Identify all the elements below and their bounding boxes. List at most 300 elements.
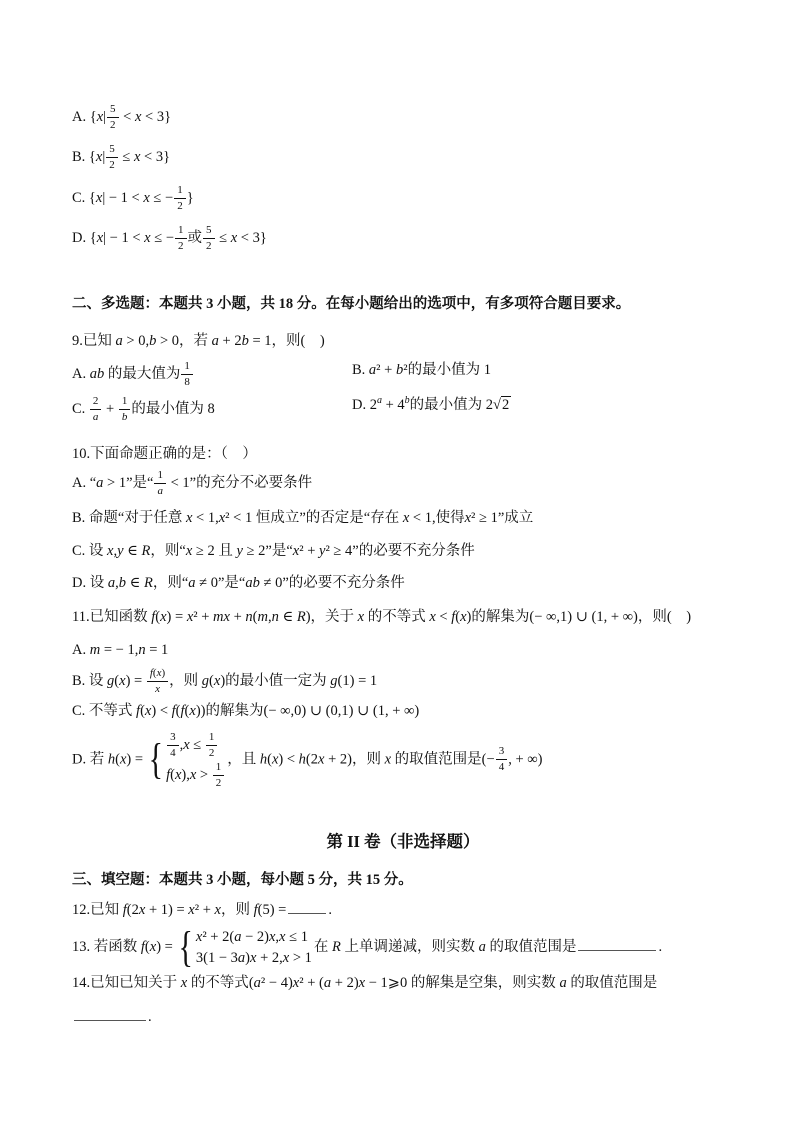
math-run: h(x) =: [107, 751, 144, 767]
math-variable: a: [188, 575, 196, 592]
math-variable: x: [96, 109, 104, 126]
math-variable: x: [133, 149, 141, 166]
math-variable: R: [141, 543, 151, 560]
text-run: D.: [352, 396, 370, 413]
text-run: 的解集为: [471, 608, 530, 625]
fraction: [107, 103, 119, 131]
math-run: +: [106, 400, 115, 417]
text-run: 的不等式: [364, 608, 430, 625]
fraction-numerator: f(x): [147, 667, 168, 682]
text-run: 或: [187, 230, 203, 247]
text-run: ”的必要不充分条件: [352, 543, 475, 560]
math-variable: f: [451, 608, 456, 625]
math-variable: R: [296, 608, 306, 625]
math-variable: n: [245, 608, 253, 625]
cases-row: [166, 731, 225, 759]
text-run: 的取值范围是: [485, 939, 577, 956]
math-variable: a: [234, 929, 242, 946]
q11-option-c: [72, 701, 734, 721]
text-run: A.: [72, 109, 90, 126]
math-variable: b: [404, 394, 410, 406]
math-variable: b: [252, 575, 260, 592]
math-run: 3(1 − 3a)x + 2,x > 1: [195, 949, 312, 966]
q14-answer-line: [72, 1006, 734, 1027]
fraction-numerator: 1: [213, 761, 225, 776]
text-run: 第 II 卷（非选择题）: [326, 831, 480, 851]
section-fill-in-header: [72, 870, 734, 890]
q9-options-row-1: [72, 360, 734, 388]
text-run: 上单调递减，则实数: [340, 939, 479, 956]
math-run: f(x) = x² + mx + n(m,n ∈ R): [151, 608, 311, 625]
text-run: ，则: [220, 901, 254, 918]
math-variable: x: [119, 673, 126, 690]
text-run: .: [658, 939, 663, 956]
math-variable: y: [319, 543, 326, 560]
fraction-denominator: [119, 410, 131, 423]
fraction-numerator: 1: [175, 224, 187, 239]
math-variable: f: [151, 608, 156, 625]
math-variable: x: [282, 949, 290, 966]
math-run: f(x) < f(f(x)): [136, 703, 206, 720]
q10-stem: [72, 444, 734, 464]
math-run: + 4: [385, 396, 405, 413]
math-run: x < f(x): [429, 608, 472, 625]
fraction-numerator: 5: [107, 103, 119, 118]
text-run: A.: [72, 365, 90, 382]
text-run: D. 设: [72, 575, 108, 592]
text-run: A. “: [72, 475, 97, 492]
fraction: [167, 731, 179, 759]
fraction: [106, 143, 118, 171]
math-variable: x: [174, 766, 182, 783]
text-run: ，则“: [150, 543, 186, 560]
text-run: C. 不等式: [72, 703, 137, 720]
math-variable: x: [186, 608, 194, 625]
math-variable: g: [201, 673, 210, 690]
math-variable: f: [140, 939, 145, 956]
fraction-numerator: 1: [154, 469, 166, 484]
math-variable: b: [121, 410, 128, 423]
section-multi-choice-header: [72, 294, 734, 314]
math-variable: a: [559, 974, 567, 991]
math-variable: x: [214, 901, 221, 918]
option-cell-left: [72, 395, 352, 423]
option-cell-right: [352, 395, 734, 423]
math-run: {x|: [88, 149, 106, 166]
q8-option-b: [72, 143, 734, 171]
q10-option-b: [72, 508, 734, 528]
math-variable: y: [117, 543, 124, 560]
answer-blank: [74, 1006, 146, 1021]
fraction-numerator: 3: [167, 731, 179, 746]
math-variable: x: [213, 673, 221, 690]
math-variable: g: [330, 673, 338, 690]
math-variable: x: [107, 543, 114, 560]
math-run: x < 1,x² < 1: [185, 509, 253, 526]
answer-blank: [288, 899, 326, 914]
math-run: [332, 939, 341, 955]
math-run: a > 1: [96, 475, 127, 492]
math-variable: a: [245, 575, 253, 592]
math-run: ≤ x < 3}: [219, 230, 267, 247]
text-run: 的最小值一定为: [225, 673, 331, 690]
math-variable: a: [323, 974, 332, 991]
math-variable: f: [136, 703, 141, 720]
math-variable: a: [115, 333, 123, 350]
math-variable: f: [122, 901, 127, 918]
q8-option-c: [72, 184, 734, 212]
math-variable: x: [318, 751, 325, 767]
math-variable: x: [95, 149, 103, 166]
math-variable: x: [279, 929, 286, 946]
q8-option-d: [72, 224, 734, 252]
math-variable: n: [138, 642, 146, 659]
text-run: .: [148, 1008, 152, 1025]
fraction-numerator: 1: [206, 731, 218, 746]
math-variable: R: [332, 939, 341, 956]
document-content: [72, 103, 734, 1027]
math-run: y ≥ 2: [236, 543, 266, 560]
math-run: x² + y² ≥ 4: [292, 543, 353, 560]
math-variable: a: [157, 484, 163, 497]
math-variable: a: [211, 333, 219, 350]
math-variable: x: [464, 509, 472, 526]
q10-option-a: [72, 469, 734, 497]
text-run: 的最大值为: [104, 365, 181, 382]
math-variable: b: [149, 333, 157, 350]
math-variable: f: [149, 667, 153, 680]
text-run: ，且: [227, 751, 260, 767]
fraction-denominator: 2: [177, 200, 183, 212]
cases-rows: [166, 731, 225, 789]
text-run: ，则( ): [637, 608, 692, 625]
math-run: (− ∞,1) ∪ (1, + ∞): [529, 608, 638, 625]
math-run: h(x) < h(2x + 2): [259, 751, 352, 767]
fraction-numerator: 2: [90, 395, 102, 410]
text-run: ，若: [179, 333, 212, 350]
math-variable: a: [92, 410, 99, 423]
math-run: }: [186, 190, 194, 207]
math-variable: x: [429, 608, 436, 625]
math-run: f(2x + 1) = x² + x: [122, 901, 221, 918]
math-variable: x: [95, 190, 103, 207]
radicand: 2: [502, 396, 510, 413]
fraction: [203, 224, 215, 252]
math-variable: f: [166, 766, 171, 783]
math-variable: x: [292, 974, 300, 991]
math-variable: x: [268, 929, 276, 946]
math-variable: x: [358, 974, 366, 991]
math-variable: x: [460, 608, 467, 625]
math-run: , + ∞): [508, 751, 543, 767]
text-run: C. 设: [72, 543, 108, 560]
math-run: x² + 2(a − 2)x,x ≤ 1: [195, 929, 308, 946]
math-variable: x: [402, 509, 410, 526]
math-run: a,b ∈ R: [107, 575, 153, 592]
text-run: .: [328, 901, 332, 918]
text-run: A.: [72, 642, 90, 659]
fraction-denominator: 2: [208, 746, 215, 759]
text-run: ”是“: [265, 543, 293, 560]
q11-option-b: [72, 667, 734, 695]
math-variable: a: [368, 361, 377, 378]
cases-brace-icon: {: [178, 923, 193, 972]
option-cell-left: [72, 360, 352, 388]
math-run: < 1: [170, 475, 190, 492]
math-variable: x: [189, 703, 196, 720]
math-variable: x: [180, 974, 188, 991]
math-run: f(x),x >: [166, 766, 209, 783]
fraction-denominator: 4: [170, 746, 176, 759]
text-run: ，则: [169, 673, 202, 690]
cases-brace-icon: {: [148, 735, 164, 783]
math-variable: a: [89, 365, 97, 382]
math-variable: x: [144, 703, 152, 720]
text-run: 9.已知: [72, 333, 116, 350]
fraction-numerator: 5: [203, 224, 215, 239]
fraction-denominator: 8: [184, 375, 190, 388]
math-variable: x: [134, 109, 142, 126]
text-run: 的取值范围是: [391, 751, 482, 767]
math-run: a² + b²: [368, 361, 408, 378]
text-run: C.: [72, 190, 89, 207]
math-run: x < 1,: [402, 509, 436, 526]
math-run: x² ≥ 1: [464, 509, 498, 526]
text-run: D. 若: [72, 751, 108, 767]
text-run: 的最小值为 2: [409, 396, 494, 413]
text-run: B.: [352, 361, 369, 378]
math-variable: R: [143, 575, 153, 592]
text-run: ”是“: [217, 575, 246, 592]
fraction-denominator: 2: [109, 159, 115, 171]
math-variable: x: [156, 667, 162, 680]
fraction-numerator: 1: [119, 395, 131, 410]
math-variable: x: [188, 901, 195, 918]
text-run: ”成立: [497, 509, 534, 526]
text-run: 的不等式: [187, 974, 249, 991]
math-run: < x < 3}: [123, 109, 172, 126]
math-variable: a: [107, 575, 116, 592]
math-variable: x: [144, 230, 151, 247]
math-run: [479, 939, 486, 955]
math-variable: h: [107, 751, 116, 767]
text-run: 恒成立”的否定是“存在: [252, 509, 403, 526]
math-variable: a: [253, 974, 261, 991]
q14-stem: [72, 973, 734, 993]
math-variable: x: [195, 929, 203, 946]
fraction: [206, 731, 218, 759]
math-variable: a: [96, 475, 104, 492]
q11-option-a: [72, 640, 734, 660]
math-variable: b: [241, 333, 249, 350]
math-variable: f: [180, 703, 185, 720]
fraction: [154, 469, 166, 497]
fraction: [175, 224, 187, 252]
text-run: 的取值范围是: [566, 974, 658, 991]
math-variable: x: [271, 751, 279, 767]
text-run: 14.已知已知关于: [72, 974, 181, 991]
text-run: 12.已知: [72, 901, 123, 918]
math-variable: m: [257, 608, 268, 625]
fraction: [147, 667, 168, 695]
part2-title: [72, 830, 734, 853]
math-variable: m: [89, 642, 101, 659]
math-variable: x: [185, 543, 193, 560]
fraction-denominator: 2: [206, 240, 212, 252]
math-variable: b: [118, 575, 126, 592]
math-run: a + 2b = 1: [211, 333, 272, 350]
text-run: 的最小值为 8: [131, 400, 215, 417]
text-run: D.: [72, 230, 90, 247]
math-variable: m: [213, 608, 224, 625]
fraction: [174, 184, 186, 212]
math-run: a > 0,b > 0: [115, 333, 179, 350]
radical: √2: [493, 396, 510, 413]
math-run: a ≠ 0: [188, 575, 218, 592]
math-variable: x: [218, 509, 226, 526]
cases-row: [166, 761, 225, 789]
math-variable: b: [96, 365, 105, 382]
q10-option-c: [72, 541, 734, 561]
piecewise-cases: [149, 731, 226, 789]
fraction-denominator: [154, 484, 166, 497]
fraction-denominator: 2: [215, 776, 222, 789]
fraction-denominator: [147, 682, 168, 695]
text-run: B. 设: [72, 673, 108, 690]
math-run: m = − 1,n = 1: [89, 642, 169, 659]
math-variable: g: [107, 673, 115, 690]
text-run: 在: [313, 939, 332, 956]
math-variable: a: [237, 949, 246, 966]
math-variable: x: [160, 608, 167, 625]
text-run: ，关于: [310, 608, 358, 625]
math-run: ,x ≤: [179, 736, 202, 753]
math-variable: x: [250, 949, 257, 966]
math-run: {x| − 1 < x ≤ −: [88, 190, 174, 207]
fraction: [119, 395, 131, 423]
fraction-numerator: 1: [174, 184, 186, 199]
math-run: {x|: [89, 109, 107, 126]
text-run: 13. 若函数: [72, 939, 141, 956]
fraction-denominator: [90, 410, 102, 423]
fraction-denominator: 2: [110, 119, 116, 131]
math-run: f(5) =: [253, 901, 287, 918]
text-run: 二、多选题：本题共 3 小题，共 18 分。在每小题给出的选项中，有多项符合题目要求。: [72, 296, 631, 312]
fraction: [496, 745, 508, 773]
math-variable: x: [155, 683, 160, 696]
text-run: B. 命题“对于任意: [72, 509, 186, 526]
math-run: g(1) = 1: [330, 673, 378, 690]
math-variable: x: [357, 608, 365, 625]
math-variable: n: [271, 608, 279, 625]
math-variable: a: [478, 939, 486, 956]
math-run: ≤ x < 3}: [122, 149, 171, 166]
math-run: x ≥ 2: [185, 543, 215, 560]
math-variable: h: [298, 751, 306, 767]
text-run: 的解集是空集，则实数: [407, 974, 560, 991]
q8-option-a: [72, 103, 734, 131]
math-variable: x: [183, 736, 190, 753]
math-variable: x: [223, 608, 230, 625]
math-run: (a² − 4)x² + (a + 2)x − 1⩾0: [248, 974, 408, 991]
text-run: ”的必要不充分条件: [282, 575, 405, 592]
text-run: 10.下面命题正确的是：（ ）: [72, 445, 257, 462]
math-run: g(x) =: [107, 673, 143, 690]
text-run: 的最小值为 1: [407, 361, 491, 378]
option-cell-right: [352, 360, 734, 388]
math-run: x,y ∈ R: [107, 543, 151, 560]
answer-blank: [578, 937, 656, 952]
math-run: ab ≠ 0: [245, 575, 283, 592]
fraction-denominator: 4: [498, 760, 505, 773]
text-run: ，则: [351, 751, 385, 767]
q11-stem: [72, 607, 734, 627]
math-variable: y: [236, 543, 243, 560]
math-variable: a: [376, 394, 382, 406]
cases-rows: [196, 928, 312, 968]
fraction-numerator: 1: [181, 360, 193, 375]
math-variable: b: [395, 361, 404, 378]
fraction-denominator: 2: [178, 240, 184, 252]
q9-options-row-2: [72, 395, 734, 423]
math-variable: x: [96, 230, 104, 247]
q13-stem: [72, 923, 734, 972]
q11-option-d: [72, 731, 734, 789]
math-run: 2: [369, 396, 377, 413]
math-run: f(x) =: [140, 939, 173, 956]
math-variable: x: [149, 939, 157, 956]
math-variable: x: [138, 901, 146, 918]
text-run: C.: [72, 400, 89, 417]
text-run: 且: [214, 543, 237, 560]
text-run: 11.已知函数: [72, 608, 152, 625]
math-variable: x: [119, 751, 127, 767]
math-run: [90, 366, 105, 382]
math-variable: x: [143, 190, 150, 207]
fraction: [213, 761, 225, 789]
math-variable: h: [259, 751, 268, 767]
math-variable: f: [253, 901, 258, 918]
fraction: [181, 360, 193, 388]
text-run: ”的充分不必要条件: [189, 475, 313, 492]
fraction: [90, 395, 102, 423]
math-run: g(x): [201, 673, 226, 690]
math-variable: x: [189, 766, 197, 783]
math-variable: x: [292, 543, 300, 560]
text-run: 的解集为: [205, 703, 264, 720]
cases-row: [196, 949, 312, 968]
text-run: ”是“: [126, 475, 154, 492]
fraction-numerator: 3: [496, 745, 508, 760]
q10-option-d: [72, 573, 734, 593]
math-variable: x: [185, 509, 193, 526]
math-variable: x: [384, 751, 392, 767]
fraction-numerator: 5: [106, 143, 118, 158]
math-run: (− ∞,0) ∪ (0,1) ∪ (1, + ∞): [263, 703, 420, 720]
q12-stem: [72, 899, 734, 920]
math-run: {x| − 1 < x ≤ −: [89, 230, 175, 247]
text-run: ，则“: [152, 575, 189, 592]
math-run: [559, 975, 566, 991]
text-run: 三、填空题：本题共 3 小题，每小题 5 分，共 15 分。: [72, 871, 413, 888]
text-run: ，则( ): [271, 333, 325, 350]
cases-row: [196, 928, 312, 947]
q9-stem: [72, 331, 734, 351]
math-run: (−: [481, 751, 495, 767]
text-run: B.: [72, 149, 89, 166]
piecewise-cases: [178, 923, 312, 972]
math-variable: x: [230, 230, 238, 247]
